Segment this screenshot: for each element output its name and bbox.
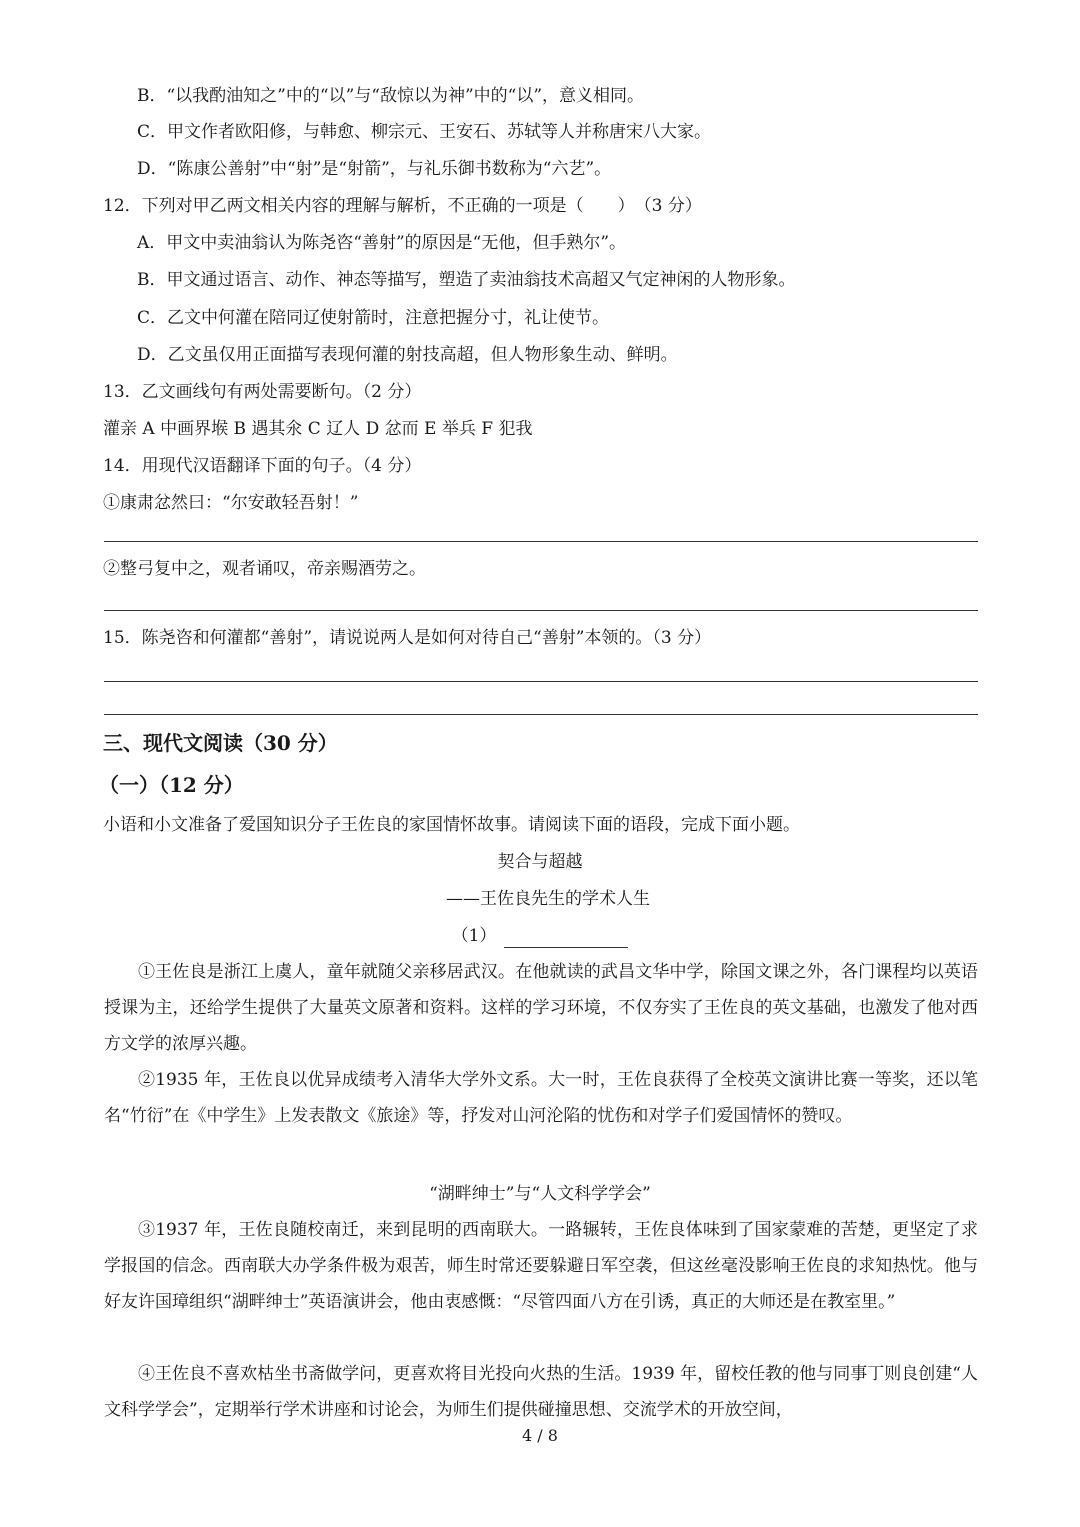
q12-option-c: C．乙文中何灌在陪同辽使射箭时，注意把握分寸，礼让使节。 (137, 308, 610, 328)
paragraph-1: ①王佐良是浙江上虞人，童年就随父亲移居武汉。在他就读的武昌文华中学，除国文课之外，各门课程均以英语授课为主，还给学生提供了大量英文原著和资料。这样的学习环境，不仅夯实了王佐良的英文基础，也激发了他对西方文学的浓厚兴趣。 (104, 962, 978, 1054)
q14-item-2: ②整弓复中之，观者诵叹，帝亲赐酒劳之。 (103, 559, 426, 579)
paragraph-3: ③1937 年，王佐良随校南迁，来到昆明的西南联大。一路辗转，王佐良体味到了国家蒙难的苦楚，更坚定了求学报国的信念。西南联大办学条件极为艰苦，师生时常还要躲避日军空袭，但这丝毫没影响王佐良的求知热忱。他与好友许国璋组织“湖畔绅士”英语演讲会，他由衷感慨：“尽管四面八方在引诱，真正的大师还是在教室里。” (104, 1220, 978, 1312)
answer-line[interactable] (104, 714, 978, 715)
q14-item-1: ①康肃忿然曰：“尔安敢轻吾射！” (103, 493, 359, 513)
subsection-heading: （一）（12 分） (99, 773, 244, 797)
q11-option-d: D．“陈康公善射”中“射”是“射箭”，与礼乐御书数称为“六艺”。 (137, 159, 612, 179)
q12-option-a: A．甲文中卖油翁认为陈尧咨“善射”的原因是“无他，但手熟尔”。 (137, 233, 627, 253)
page-number: 4 / 8 (522, 1426, 558, 1445)
part-1-label: （1） (451, 926, 497, 946)
part-2-heading: “湖畔绅士”与“人文科学学会” (429, 1184, 651, 1204)
fill-in-blank[interactable] (504, 929, 628, 948)
paragraph-2: ②1935 年，王佐良以优异成绩考入清华大学外文系。大一时，王佐良获得了全校英文演讲比赛一等奖，还以笔名“竹衍”在《中学生》上发表散文《旅途》等，抒发对山河沦陷的忧伤和对学子们爱国情怀的赞叹。 (104, 1070, 978, 1126)
q11-option-c: C．甲文作者欧阳修，与韩愈、柳宗元、王安石、苏轼等人并称唐宋八大家。 (137, 122, 712, 142)
answer-line[interactable] (104, 610, 978, 611)
q12-option-b: B．甲文通过语言、动作、神态等描写，塑造了卖油翁技术高超又气定神闲的人物形象。 (137, 270, 796, 290)
article-subtitle: ——王佐良先生的学术人生 (446, 889, 650, 909)
article-title: 契合与超越 (497, 852, 583, 872)
answer-line[interactable] (104, 681, 978, 682)
q13-stem: 13．乙文画线句有两处需要断句。（2 分） (103, 382, 422, 402)
q12-option-d: D．乙文虽仅用正面描写表现何灌的射技高超，但人物形象生动、鲜明。 (137, 345, 678, 365)
answer-line[interactable] (104, 541, 978, 542)
section-heading: 三、现代文阅读（30 分） (103, 731, 338, 755)
reading-intro: 小语和小文准备了爱国知识分子王佐良的家国情怀故事。请阅读下面的语段，完成下面小题。 (103, 815, 800, 835)
q11-option-b: B．“以我酌油知之”中的“以”与“敌惊以为神”中的“以”，意义相同。 (137, 86, 645, 106)
q14-stem: 14．用现代汉语翻译下面的句子。（4 分） (103, 456, 422, 476)
q12-stem: 12．下列对甲乙两文相关内容的理解与解析，不正确的一项是（ ） （3 分） (103, 196, 702, 216)
q13-sentence: 灌亲 A 中画界堠 B 遇其氽 C 辽人 D 忿而 E 举兵 F 犯我 (103, 419, 533, 439)
q15-stem: 15．陈尧咨和何灌都“善射”，请说说两人是如何对待自己“善射”本领的。（3 分） (103, 628, 712, 648)
part-1-heading (0, 924, 1080, 948)
paragraph-4: ④王佐良不喜欢枯坐书斋做学问，更喜欢将目光投向火热的生活。1939 年，留校任教的他与同事丁则良创建“人文科学学会”，定期举行学术讲座和讨论会，为师生们提供碰撞思想、交流学术的开放空间， (104, 1364, 978, 1420)
